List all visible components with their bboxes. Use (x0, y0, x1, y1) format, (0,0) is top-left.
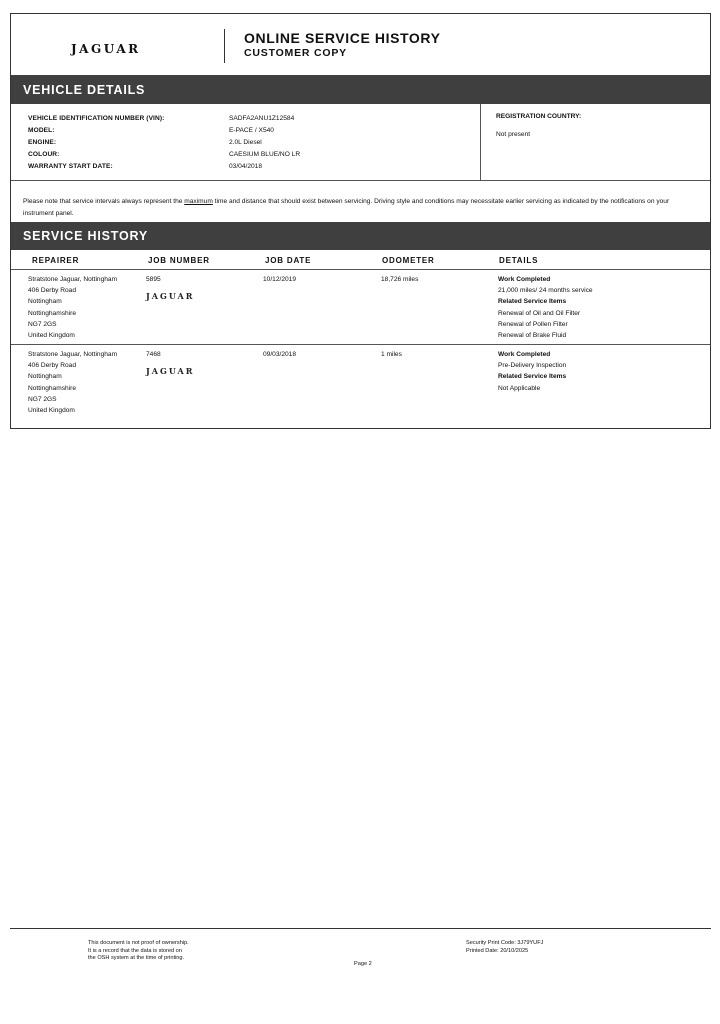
details-line: Renewal of Brake Fluid (498, 332, 567, 340)
disclaimer-line: the OSH system at the time of printing. (88, 955, 185, 961)
repairer-line: 406 Derby Road (28, 287, 77, 295)
vehicle-details-section (11, 104, 710, 181)
repairer-address (28, 274, 117, 341)
service-interval-note (11, 181, 710, 222)
footer-divider (10, 928, 711, 929)
warranty-start-label: WARRANTY START DATE: (28, 163, 113, 171)
column-odometer: ODOMETER (382, 256, 435, 265)
registration-country-value: Not present (496, 131, 531, 138)
details-line: Pre-Delivery Inspection (498, 362, 567, 370)
repairer-line: Nottingham (28, 373, 62, 381)
repairer-line: Nottingham (28, 298, 62, 306)
note-text-end: time and distance that should exist between servicing. Driving style and conditions may necessitate earlier servicing as indicated by the notifications on your instrument panel. (23, 198, 670, 217)
document-title: ONLINE SERVICE HISTORY (244, 30, 441, 46)
engine-label: ENGINE: (28, 139, 57, 147)
details-line: Not Applicable (498, 384, 541, 392)
odometer: 1 miles (381, 351, 402, 358)
jaguar-logo: JAGUAR (146, 366, 195, 376)
security-print-code: Security Print Code: 3J79YUFJ (466, 940, 544, 946)
document-header (11, 14, 710, 75)
page-number: Page 2 (354, 961, 372, 967)
column-details: DETAILS (499, 256, 539, 265)
repairer-line: Nottinghamshire (28, 384, 77, 392)
colour-value: CAESIUM BLUE/NO LR (229, 151, 301, 159)
details-line: 21,000 miles/ 24 months service (498, 287, 593, 295)
header-divider (224, 29, 225, 63)
jaguar-logo: JAGUAR (146, 291, 195, 301)
details-heading: Related Service Items (498, 298, 567, 306)
colour-label: COLOUR: (28, 151, 60, 159)
model-value: E-PACE / X540 (229, 127, 274, 135)
repairer-line: Stratstone Jaguar, Nottingham (28, 351, 118, 358)
vehicle-divider (480, 104, 481, 180)
warranty-start-value: 03/04/2018 (229, 163, 263, 171)
disclaimer-line: It is a record that the data is stored on (88, 947, 182, 954)
table-row (11, 345, 710, 418)
service-history-heading: SERVICE HISTORY (11, 222, 710, 250)
note-text-start: Please note that service intervals always represent the (23, 198, 185, 205)
column-job-number: JOB NUMBER (148, 256, 210, 265)
job-number: 7468 (146, 351, 161, 358)
engine-value: 2.0L Diesel (229, 139, 262, 147)
repairer-line: NG7 2GS (28, 395, 57, 403)
details-line: Renewal of Pollen Filter (498, 320, 568, 328)
repairer-line: NG7 2GS (28, 320, 57, 328)
note-emphasis: maximum (184, 198, 213, 205)
job-number: 5895 (146, 276, 161, 283)
vin-label: VEHICLE IDENTIFICATION NUMBER (VIN): (28, 115, 165, 122)
table-row (11, 270, 710, 345)
repairer-line: United Kingdom (28, 332, 75, 340)
details-heading: Work Completed (498, 276, 551, 283)
printed-date: Printed Date: 20/10/2025 (466, 947, 529, 954)
repairer-line: Stratstone Jaguar, Nottingham (28, 276, 118, 283)
vehicle-values (229, 113, 300, 173)
model-label: MODEL: (28, 127, 55, 135)
repairer-line: Nottinghamshire (28, 309, 77, 317)
vehicle-details-heading: VEHICLE DETAILS (11, 75, 710, 104)
service-details (498, 349, 566, 394)
column-repairer: REPAIRER (32, 256, 80, 265)
ownership-disclaimer (88, 940, 189, 963)
jaguar-logo: JAGUAR (71, 42, 141, 56)
details-heading: Related Service Items (498, 373, 567, 381)
service-history-document (10, 13, 711, 429)
print-info (466, 940, 543, 955)
column-job-date: JOB DATE (265, 256, 312, 265)
document-subtitle: CUSTOMER COPY (244, 47, 347, 59)
details-line: Renewal of Oil and Oil Filter (498, 309, 581, 317)
registration-country-label: REGISTRATION COUNTRY: (496, 113, 582, 120)
vehicle-labels (28, 113, 164, 173)
odometer: 18,726 miles (381, 276, 419, 283)
disclaimer-line: This document is not proof of ownership. (88, 940, 189, 946)
repairer-line: United Kingdom (28, 407, 75, 415)
vin-value: SADFA2ANU1Z12584 (229, 115, 295, 122)
details-heading: Work Completed (498, 351, 551, 358)
service-details (498, 274, 593, 341)
repairer-line: 406 Derby Road (28, 362, 77, 370)
job-date: 10/12/2019 (263, 276, 297, 283)
job-date: 09/03/2018 (263, 351, 297, 358)
repairer-address (28, 349, 117, 416)
service-table-header (11, 250, 710, 270)
